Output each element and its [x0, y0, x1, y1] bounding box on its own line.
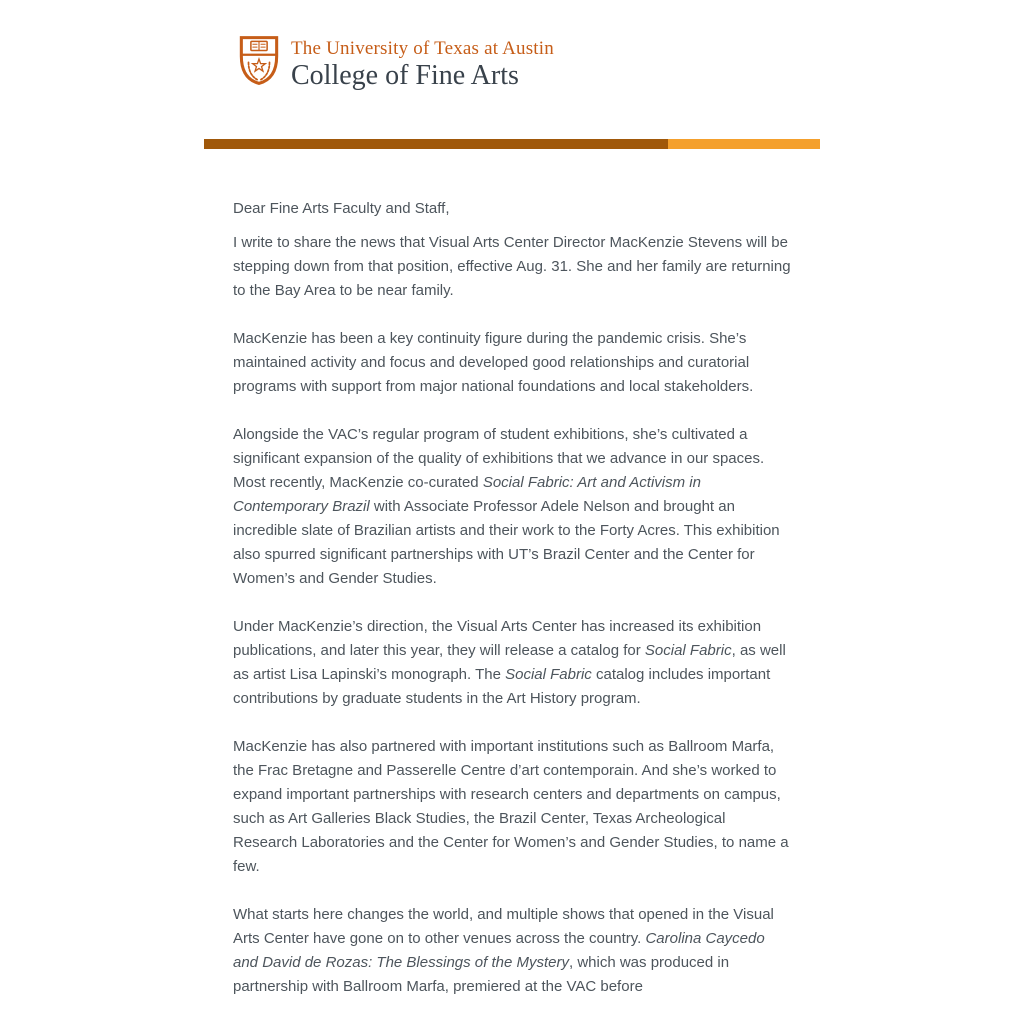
paragraph-5: MacKenzie has also partnered with important institutions such as Ballroom Marfa, the Frac Bretagne and Passerelle Centre d’art contemporain. And she’s worked to expand important partnerships with research centers and departments on campus, such as Art Galleries Black Studies, the Brazil Center, Texas Archeological Research Laboratories and the Center for Women’s and Gender Studies, to name a few.: [233, 738, 789, 875]
letter-content: [204, 149, 820, 999]
divider-bar: [204, 139, 820, 149]
logo-university-line: The University of Texas at Austin: [291, 38, 554, 59]
email-body: [204, 0, 820, 999]
paragraph-6: What starts here changes the world, and multiple shows that opened in the Visual Arts Center have gone on to other venues across the country. Carolina Caycedo and David de Rozas: The Blessings of the Mystery, which was produced in partnership with Ballroom Marfa, premiered at the VAC before: [233, 906, 774, 995]
paragraph-1: I write to share the news that Visual Arts Center Director MacKenzie Stevens will be stepping down from that position, effective Aug. 31. She and her family are returning to the Bay Area to be near family.: [233, 234, 791, 299]
college-logo[interactable]: [204, 0, 820, 91]
salutation: Dear Fine Arts Faculty and Staff,: [233, 200, 450, 217]
paragraph-4: Under MacKenzie’s direction, the Visual Arts Center has increased its exhibition publications, and later this year, they will release a catalog for Social Fabric, as well as artist Lisa Lapinski’s monograph. The Social Fabric catalog includes important contributions by graduate students in the Art History program.: [233, 618, 786, 707]
logo-college-line: College of Fine Arts: [291, 60, 519, 91]
divider-light-segment: [668, 139, 820, 149]
divider-dark-segment: [204, 139, 668, 149]
paragraph-2: MacKenzie has been a key continuity figure during the pandemic crisis. She’s maintained activity and focus and developed good relationships and curatorial programs with support from major national foundations and local stakeholders.: [233, 330, 754, 395]
ut-shield-icon: [238, 34, 280, 87]
paragraph-3: Alongside the VAC’s regular program of student exhibitions, she’s cultivated a significant expansion of the quality of exhibitions that we advance in our spaces. Most recently, MacKenzie co-curated Social Fabric: Art and Activism in Contemporary Brazil with Associate Professor Adele Nelson and brought an incredible slate of Brazilian artists and their work to the Forty Acres. This exhibition also spurred significant partnerships with UT’s Brazil Center and the Center for Women’s and Gender Studies.: [233, 426, 780, 587]
logo-text-lockup: [291, 34, 554, 91]
